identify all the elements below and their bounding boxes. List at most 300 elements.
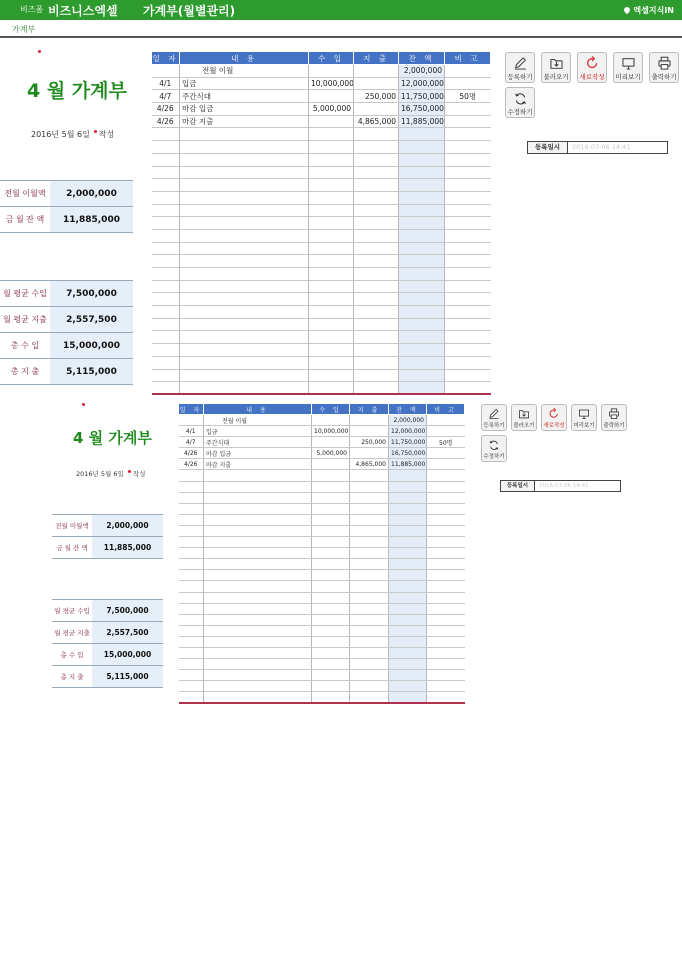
cell-date[interactable] [152,217,180,230]
cell-note[interactable] [445,280,491,293]
cell-balance[interactable] [389,514,427,525]
table-row[interactable] [179,681,465,692]
cell-expense[interactable] [350,559,389,570]
cell-income[interactable] [309,382,354,395]
cell-note[interactable] [445,179,491,192]
cell-desc[interactable] [204,670,312,681]
cell-expense[interactable] [350,614,389,625]
table-row[interactable] [152,255,491,268]
cell-balance[interactable] [399,356,445,369]
cell-date[interactable] [179,659,204,670]
cell-balance[interactable]: 11,750,000 [399,90,445,103]
cell-income[interactable] [312,459,350,470]
table-row[interactable] [179,503,465,514]
table-row[interactable] [179,647,465,658]
cell-date[interactable] [152,141,180,154]
cell-income[interactable] [309,318,354,331]
table-row[interactable] [152,141,491,154]
cell-desc[interactable] [180,141,309,154]
folder-download-button[interactable] [511,404,537,431]
cell-note[interactable] [427,636,465,647]
cell-date[interactable] [179,503,204,514]
cell-desc[interactable] [204,570,312,581]
cell-expense[interactable] [354,268,399,281]
cell-expense[interactable]: 4,865,000 [350,459,389,470]
cell-desc[interactable] [180,306,309,319]
cell-expense[interactable] [354,204,399,217]
cell-note[interactable] [427,426,465,437]
cell-desc[interactable] [204,625,312,636]
cell-balance[interactable] [399,268,445,281]
cell-note[interactable] [427,647,465,658]
cell-date[interactable] [152,153,180,166]
cell-note[interactable] [427,514,465,525]
cell-note[interactable] [445,153,491,166]
cell-note[interactable] [427,459,465,470]
cell-date[interactable] [179,415,204,426]
cell-income[interactable] [312,603,350,614]
cell-note[interactable] [445,141,491,154]
cell-income[interactable] [309,255,354,268]
cell-date[interactable] [179,592,204,603]
cell-desc[interactable]: 마감 입금 [180,103,309,116]
cell-note[interactable] [445,204,491,217]
cell-income[interactable] [309,331,354,344]
cell-expense[interactable] [354,217,399,230]
cell-expense[interactable] [354,293,399,306]
cell-desc[interactable] [180,318,309,331]
table-row[interactable] [152,103,491,116]
cell-expense[interactable] [350,581,389,592]
cell-date[interactable]: 4/7 [152,90,180,103]
table-row[interactable] [179,559,465,570]
table-row[interactable] [179,470,465,481]
cell-desc[interactable] [180,268,309,281]
table-row[interactable] [152,369,491,382]
cell-note[interactable] [427,525,465,536]
cell-desc[interactable] [204,548,312,559]
cell-note[interactable] [445,115,491,128]
table-row[interactable] [179,437,465,448]
cell-expense[interactable] [350,592,389,603]
cell-balance[interactable] [399,217,445,230]
cell-date[interactable] [152,65,180,78]
cell-balance[interactable] [399,179,445,192]
cell-desc[interactable] [180,331,309,344]
cell-date[interactable] [179,625,204,636]
refresh-red-button[interactable] [541,404,567,431]
cell-date[interactable] [179,681,204,692]
cell-note[interactable] [445,77,491,90]
cell-desc[interactable] [204,503,312,514]
cell-desc[interactable] [180,293,309,306]
cell-desc[interactable] [180,179,309,192]
table-row[interactable] [179,459,465,470]
cell-expense[interactable] [354,369,399,382]
cell-income[interactable]: 5,000,000 [312,448,350,459]
cell-expense[interactable] [354,306,399,319]
cell-expense[interactable] [350,492,389,503]
cell-date[interactable]: 4/26 [179,459,204,470]
cell-expense[interactable]: 250,000 [354,90,399,103]
cell-income[interactable] [312,614,350,625]
cell-balance[interactable] [399,293,445,306]
cell-desc[interactable] [180,382,309,395]
cell-balance[interactable] [389,481,427,492]
cell-expense[interactable] [354,318,399,331]
cell-date[interactable] [179,525,204,536]
cell-expense[interactable] [354,280,399,293]
registered-value[interactable]: 2016-07-06 14:41 [535,481,620,491]
cell-desc[interactable]: 주간식대 [204,437,312,448]
cell-note[interactable] [427,614,465,625]
cell-date[interactable] [152,356,180,369]
cell-balance[interactable] [389,647,427,658]
cell-balance[interactable] [399,141,445,154]
cell-income[interactable] [309,306,354,319]
cell-income[interactable] [312,548,350,559]
cell-date[interactable] [179,581,204,592]
table-row[interactable] [179,625,465,636]
table-row[interactable] [179,514,465,525]
cell-balance[interactable]: 12,000,000 [389,426,427,437]
cell-income[interactable] [312,470,350,481]
knowledge-link[interactable] [624,5,674,16]
cell-note[interactable] [445,65,491,78]
table-row[interactable] [152,306,491,319]
cell-note[interactable] [427,559,465,570]
cell-date[interactable] [152,268,180,281]
cell-desc[interactable] [204,514,312,525]
cell-date[interactable] [179,514,204,525]
cell-desc[interactable] [204,636,312,647]
table-row[interactable] [152,128,491,141]
cell-income[interactable]: 10,000,000 [312,426,350,437]
cell-expense[interactable] [354,255,399,268]
cell-note[interactable] [445,229,491,242]
cell-balance[interactable] [389,659,427,670]
cell-note[interactable] [427,681,465,692]
cell-desc[interactable]: 주간식대 [180,90,309,103]
cell-note[interactable] [427,448,465,459]
cell-date[interactable] [179,492,204,503]
cell-note[interactable] [427,670,465,681]
table-row[interactable] [152,204,491,217]
cell-desc[interactable]: 전월 이월 [204,415,312,426]
table-row[interactable] [152,115,491,128]
cell-expense[interactable] [350,647,389,658]
table-row[interactable] [152,153,491,166]
cell-expense[interactable] [350,603,389,614]
cell-expense[interactable] [350,415,389,426]
cell-desc[interactable] [204,647,312,658]
cell-balance[interactable] [389,581,427,592]
cell-balance[interactable]: 11,885,000 [399,115,445,128]
cell-income[interactable] [309,153,354,166]
cell-expense[interactable] [354,141,399,154]
table-row[interactable] [152,268,491,281]
cell-note[interactable] [445,293,491,306]
cell-date[interactable] [152,382,180,395]
subnav-item-household[interactable]: 가계부 [12,25,36,34]
table-row[interactable] [152,166,491,179]
cell-income[interactable] [309,242,354,255]
cell-note[interactable] [445,217,491,230]
cell-note[interactable] [427,570,465,581]
cell-desc[interactable] [180,217,309,230]
printer-button[interactable] [601,404,627,431]
cell-date[interactable] [179,559,204,570]
cell-expense[interactable] [350,525,389,536]
cell-note[interactable] [445,331,491,344]
table-row[interactable] [152,344,491,357]
cell-desc[interactable] [180,191,309,204]
cell-income[interactable] [312,437,350,448]
cell-balance[interactable] [399,242,445,255]
table-row[interactable] [152,242,491,255]
cell-desc[interactable] [180,255,309,268]
cell-income[interactable] [312,692,350,703]
cell-date[interactable] [179,481,204,492]
cell-date[interactable] [152,318,180,331]
table-row[interactable] [179,537,465,548]
registered-value[interactable]: 2016-07-06 14:41 [568,142,667,153]
cell-date[interactable] [152,331,180,344]
cell-date[interactable] [152,344,180,357]
cell-balance[interactable]: 16,750,000 [389,448,427,459]
cell-date[interactable] [179,692,204,703]
cell-income[interactable] [312,492,350,503]
table-row[interactable] [179,603,465,614]
cell-date[interactable] [152,369,180,382]
cell-desc[interactable] [204,692,312,703]
cell-income[interactable] [309,280,354,293]
table-row[interactable] [179,448,465,459]
cell-desc[interactable] [180,229,309,242]
cell-income[interactable] [309,293,354,306]
cell-desc[interactable]: 입금 [204,426,312,437]
cell-income[interactable] [309,90,354,103]
cell-expense[interactable] [354,344,399,357]
cell-date[interactable] [179,570,204,581]
cell-desc[interactable] [180,128,309,141]
table-row[interactable] [179,636,465,647]
cell-desc[interactable]: 입금 [180,77,309,90]
cell-balance[interactable]: 11,885,000 [389,459,427,470]
cell-desc[interactable] [204,559,312,570]
cell-date[interactable]: 4/1 [152,77,180,90]
table-row[interactable] [152,229,491,242]
cell-note[interactable] [445,382,491,395]
cell-income[interactable] [309,369,354,382]
cell-date[interactable] [179,647,204,658]
table-row[interactable] [152,90,491,103]
cell-note[interactable] [445,369,491,382]
cell-income[interactable] [312,559,350,570]
cell-desc[interactable] [204,581,312,592]
cell-balance[interactable] [389,603,427,614]
table-row[interactable] [152,293,491,306]
refresh-red-button[interactable] [577,52,607,83]
cell-date[interactable] [152,204,180,217]
cell-desc[interactable]: 마감 지출 [180,115,309,128]
cell-balance[interactable] [399,331,445,344]
cell-balance[interactable] [389,670,427,681]
cell-date[interactable]: 4/1 [179,426,204,437]
cell-income[interactable] [312,636,350,647]
cell-expense[interactable] [350,514,389,525]
cell-desc[interactable] [204,603,312,614]
cell-income[interactable] [309,115,354,128]
cell-balance[interactable] [399,369,445,382]
cell-income[interactable] [309,268,354,281]
cell-income[interactable] [312,592,350,603]
cell-balance[interactable] [389,614,427,625]
cell-note[interactable] [427,492,465,503]
cell-balance[interactable]: 16,750,000 [399,103,445,116]
table-row[interactable] [179,492,465,503]
cell-income[interactable] [309,191,354,204]
cell-note[interactable] [427,481,465,492]
cell-note[interactable]: 50명 [427,437,465,448]
folder-download-button[interactable] [541,52,571,83]
cell-balance[interactable] [389,570,427,581]
cell-note[interactable] [445,268,491,281]
table-row[interactable] [179,415,465,426]
cell-income[interactable] [312,514,350,525]
cell-note[interactable] [445,242,491,255]
cell-income[interactable] [312,525,350,536]
cell-income[interactable] [312,581,350,592]
cell-expense[interactable] [350,548,389,559]
sync-button[interactable] [505,87,535,118]
cell-balance[interactable] [389,636,427,647]
cell-expense[interactable] [354,191,399,204]
table-row[interactable] [179,670,465,681]
pencil-button[interactable] [505,52,535,83]
cell-income[interactable] [312,503,350,514]
cell-date[interactable] [152,191,180,204]
cell-date[interactable]: 4/7 [179,437,204,448]
table-row[interactable] [179,548,465,559]
table-row[interactable] [179,481,465,492]
cell-note[interactable] [427,592,465,603]
cell-expense[interactable] [350,426,389,437]
cell-note[interactable] [445,128,491,141]
cell-balance[interactable]: 12,000,000 [399,77,445,90]
cell-date[interactable] [152,229,180,242]
cell-balance[interactable] [399,306,445,319]
table-row[interactable] [152,331,491,344]
pencil-button[interactable] [481,404,507,431]
cell-note[interactable] [427,603,465,614]
cell-income[interactable] [312,625,350,636]
cell-expense[interactable] [350,681,389,692]
cell-date[interactable] [152,242,180,255]
cell-desc[interactable] [204,592,312,603]
cell-balance[interactable] [389,692,427,703]
cell-desc[interactable] [204,681,312,692]
cell-desc[interactable] [180,204,309,217]
cell-balance[interactable] [389,592,427,603]
cell-balance[interactable] [399,153,445,166]
table-row[interactable] [152,318,491,331]
monitor-button[interactable] [571,404,597,431]
cell-desc[interactable] [204,537,312,548]
cell-income[interactable] [312,670,350,681]
cell-income[interactable]: 5,000,000 [309,103,354,116]
cell-expense[interactable] [350,503,389,514]
cell-expense[interactable]: 250,000 [350,437,389,448]
cell-note[interactable] [445,318,491,331]
table-row[interactable] [179,692,465,703]
cell-desc[interactable] [180,280,309,293]
table-row[interactable] [152,382,491,395]
cell-desc[interactable] [180,369,309,382]
cell-desc[interactable]: 마감 입금 [204,448,312,459]
cell-desc[interactable]: 마감 지출 [204,459,312,470]
cell-balance[interactable] [389,492,427,503]
cell-balance[interactable] [399,166,445,179]
cell-desc[interactable]: 전월 이월 [180,65,309,78]
table-row[interactable] [179,614,465,625]
cell-date[interactable]: 4/26 [179,448,204,459]
cell-desc[interactable] [180,242,309,255]
cell-desc[interactable] [204,492,312,503]
cell-expense[interactable] [354,229,399,242]
cell-balance[interactable] [399,229,445,242]
cell-expense[interactable] [354,77,399,90]
table-row[interactable] [152,356,491,369]
cell-note[interactable] [427,625,465,636]
cell-income[interactable] [312,570,350,581]
cell-income[interactable] [309,65,354,78]
cell-income[interactable] [309,179,354,192]
cell-desc[interactable] [204,470,312,481]
cell-expense[interactable] [354,356,399,369]
cell-balance[interactable]: 2,000,000 [399,65,445,78]
cell-balance[interactable] [389,559,427,570]
cell-income[interactable] [309,344,354,357]
table-row[interactable] [179,581,465,592]
cell-income[interactable] [312,481,350,492]
cell-balance[interactable]: 2,000,000 [389,415,427,426]
cell-balance[interactable] [399,280,445,293]
cell-note[interactable] [445,306,491,319]
cell-date[interactable] [179,603,204,614]
cell-date[interactable]: 4/26 [152,115,180,128]
cell-note[interactable] [427,503,465,514]
monitor-button[interactable] [613,52,643,83]
cell-note[interactable] [427,470,465,481]
table-row[interactable] [179,592,465,603]
table-row[interactable] [152,65,491,78]
cell-income[interactable]: 10,000,000 [309,77,354,90]
sync-button[interactable] [481,435,507,462]
cell-expense[interactable] [350,636,389,647]
cell-note[interactable] [445,356,491,369]
cell-expense[interactable] [350,659,389,670]
cell-expense[interactable]: 4,865,000 [354,115,399,128]
cell-date[interactable] [152,179,180,192]
cell-date[interactable] [152,306,180,319]
cell-balance[interactable] [399,255,445,268]
cell-desc[interactable] [180,153,309,166]
cell-desc[interactable] [180,344,309,357]
cell-balance[interactable] [399,344,445,357]
cell-date[interactable] [152,255,180,268]
cell-income[interactable] [312,537,350,548]
